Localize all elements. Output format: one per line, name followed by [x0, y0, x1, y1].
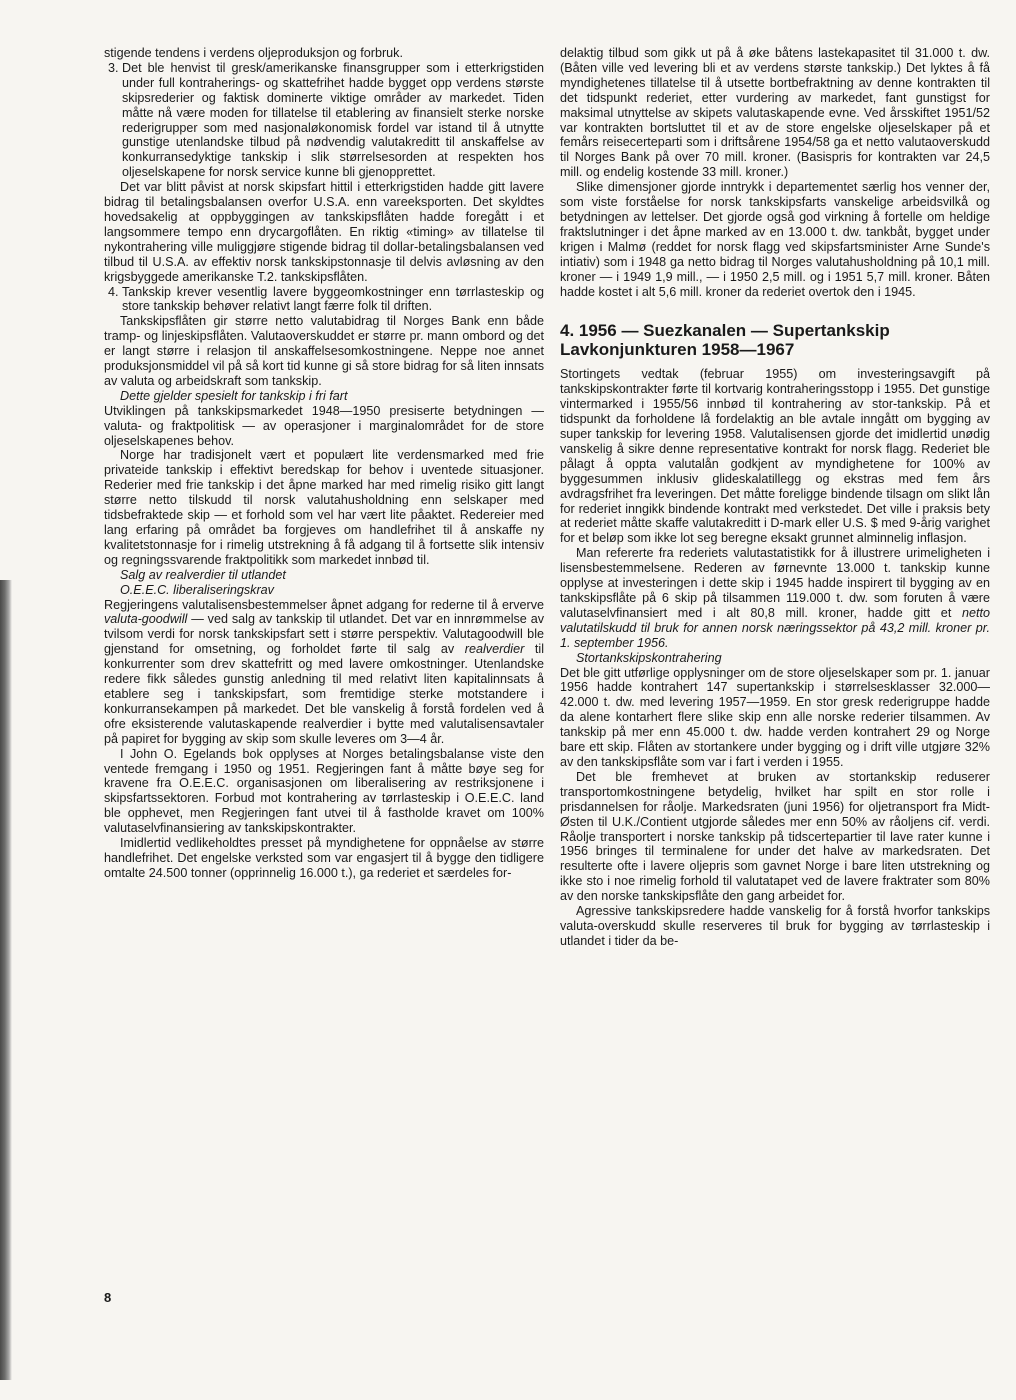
scan-binding-shadow	[0, 580, 12, 1380]
paragraph: Slike dimensjoner gjorde inntrykk i departementet særlig hos venner der, som viste forståelse for norsk tankskipsfarts vanskelige arbeidsvilkå og betydningen av lettelser. Det gjorde også god virkning å fortelle om heldige fraktslutninger i det åpne marked av en 13.000 t. dw. tankbåt, bygget under krigen i Malmø (reddet for norsk flagg ved skipsfartsminister Arne Sunde's intiativ) som i 1948 ga netto bidrag til Norges valutahusholdning på 10,1 mill. kroner — i 1949 1,9 mill., — i 1950 2,5 mill. og i 1951 5,7 mill. kroner. Båten hadde kostet i alt 5,6 mill. kroner da rederiet overtok den i 1945.	[560, 180, 990, 299]
page-number: 8	[104, 1290, 112, 1305]
paragraph: I John O. Egelands bok opplyses at Norges betalingsbalanse viste den ventede fremgang i 1950 og 1951. Regjeringen fant å måtte bøye seg for kravene fra O.E.E.C. organisasjonen om liberalisering av restriksjonene i skipsfartssektoren. Forbud mot kontrahering av tørrlasteskip i O.E.E.C. land ble opphevet, men Regjeringen fant utvei til å fastholde kravet om 100% valutaselvfinansiering av tankskipskontrakter.	[104, 746, 544, 836]
subheading: O.E.E.C. liberaliseringskrav	[120, 582, 274, 597]
text-run: til konkurrenter som drev skattefritt og med lavere omkostninger. Utenlandske redere fikk således gunstig anledning til med relativt liten kapitalinnsats å etablere seg i tankskipsfart, som fremtidige sterke motstandere i konkurransekampen på markedet. Det ble vanskelig å forstå fordelen ved å ofre eksisterende valutaskapende realverdier i bytte med valutalisensavtaler på papiret for bygging av skip som skulle leveres om 3—4 år.	[104, 642, 544, 746]
left-column	[104, 46, 544, 881]
section-heading: 4. 1956 — Suezkanalen — Supertankskip Lavkonjunkturen 1958—1967	[560, 321, 890, 360]
paragraph: Imidlertid vedlikeholdtes presset på myndighetene for oppnåelse av større handlefrihet. Det engelske verksted som var engasjert til å bygge den tidligere omtalte 24.500 tonner (opprinnelig 16.000 t.), ga rederiet et særdeles for-	[104, 836, 544, 880]
paragraph: Det var blitt påvist at norsk skipsfart hittil i etterkrigstiden hadde gitt lavere bidrag til betalingsbalansen overfor U.S.A. enn vareeksporten. Det skyldtes hovedsakelig at oppbyggingen av tankskipsflåten hadde foregått i et langsommere tempo enn drycargoflåten. En riktig «timing» av tillatelse til nykontrahering ville muliggjøre stigende bidrag til dollar-betalingsbalansen ved tilbud til U.S.A. av effektiv norsk tankskipstonnasje til delvis avløsning av den krigsbyggede amerikanske T.2. tankskipsflåten.	[104, 180, 544, 284]
list-item: 4. Tankskip krever vesentlig lavere byggeomkostninger enn tørrlasteskip og store tankskip behøver relativt langt færre folk til driften.	[122, 285, 544, 315]
right-column	[560, 46, 990, 949]
paragraph: Norge har tradisjonelt vært et populært lite verdensmarked med frie privateide tankskip i effektivt beredskap for behov i uventede situasjoner. Rederier med frie tankskip i det åpne marked har med rimelig risiko gitt langt større netto tilskudd til norsk valutahusholdning enn selskaper med tidsbefraktede skip — et forhold som vel har vært lite påaktet. Redereier med lang erfaring på området ba forgjeves om handlefrihet til å anskaffe ny kvalitetstonnasje for i rimelig utstrekning å få adgang til å fortsette slik intensiv og regningssvarende fraktpolitikk som markedet innbød til.	[104, 448, 544, 567]
paragraph: Stortingets vedtak (februar 1955) om investeringsavgift på tankskipskontrakter førte til kortvarig kontraheringsstopp i 1955. Det gunstige vintermarked i 1955/56 innbød til kontrahering av stor-tankskip. På et tidspunkt da forholdene lå fordelaktig an ble avtale inngått om bygging av super tankskip for levering 1958. Valutalisensen gjorde det imidlertid unødig vanskelig å sikre denne representative kontrakt for norsk flagg. Rederiet ble pålagt å oppta valutalån godkjent av myndighetene for 100% av byggesummen inklusiv glideskalatillegg og ekstras med fem års avdragsfrihet fra leveringen. Det måtte foreligge bindende tilsagn om slikt lån for rederiet inngikk bindende kontrakt med verkstedet. Det ville i praksis bety at rederiet måtte skaffe valutakreditt i D-mark eller U.S. $ med 9-årig varighet for et beløp som ikke lot seg beregne eksakt grunnet alminnelig inflasjon.	[560, 367, 990, 546]
subheading: Salg av realverdier til utlandet	[120, 567, 286, 582]
paragraph: Utviklingen på tankskipsmarkedet 1948—1950 presiserte betydningen — valuta- og fraktpolitisk — av operasjoner i marginalområdet for de store oljeselskapenes behov.	[104, 403, 544, 448]
paragraph: stigende tendens i verdens oljeproduksjon og forbruk.	[104, 46, 403, 60]
numbered-list	[104, 61, 544, 180]
paragraph	[104, 598, 544, 747]
emphasis: valuta-goodwill	[104, 612, 188, 627]
paragraph: Agressive tankskipsredere hadde vanskelig for å forstå hvorfor tankskips valuta-overskudd skulle reserveres til bruk for bygging av tørrlasteskip i utlandet i tider da be-	[560, 904, 990, 948]
emphasis: netto valutatilskudd til bruk for annen norsk næringssektor på 43,2 mill. kroner pr. 1. september 1956.	[560, 605, 990, 650]
list-item: 3. Det ble henvist til gresk/amerikanske finansgrupper som i etterkrigstiden under full kontraherings- og skattefrihet hadde bygget opp verdens største skipsrederier og faktisk dominerte viktige områder av markedet. Tiden måtte nå være moden for tillatelse til etablering av finansielt sterke norske rederigrupper som med nasjonaløkonomisk fordel var istand til å utnytte gunstige utenlandske tilbud på nødvendig valutakreditt til anskaffelse av konkurransedyktige tankskip i slik størrelsesorden at respekten hos oljeselskapene for norsk service kunne bli gjenopprettet.	[122, 61, 544, 180]
paragraph: Det ble fremhevet at bruken av stortankskip reduserer transportomkostningene betydelig, hvilket har spilt en stor rolle i prisdannelsen for råolje. Markedsraten (juni 1956) for oljetransport fra Midt-Østen til U.K./Contient utgjorde således mer enn 50% av råoljens cif. verdi. Råolje transportert i norske tankskip på tidscertepartier til lave rater kunne i 1956 bringes til terminalene for under det halve av markedsraten. Det resulterte ofte i lavere oljepris som gavnet Norge i bare liten utstrekning og ikke sto i noe rimelig forhold til valutatapet ved de lavere fraktrater som 80% av den norske tankskipsflåte den gang arbeidet for.	[560, 769, 990, 904]
numbered-list	[104, 285, 544, 315]
text-run: — ved salg av tankskip til utlandet. Det var en innrømmelse av tvilsom verdi for norsk tankskipsfart sett i større perspektiv. Valutagoodwill ble gjenstand for omsetning, og forholdet førte til salg av	[104, 612, 544, 657]
paragraph	[560, 546, 990, 650]
subheading: Dette gjelder spesielt for tankskip i fri fart	[120, 388, 348, 403]
paragraph: Det ble gitt utførlige opplysninger om de store oljeselskaper som pr. 1. januar 1956 hadde kontrahert 147 supertankskip i størrelsesklasser 32.000—42.000 t. dw. med levering 1957—1959. En stor gresk rederigruppe hadde da alene kontarhert flere slike skip enn alle norske rederier tilsammen. Av tankskip på mer enn 45.000 t. dw. hadde verden kontrahert 29 og Norge bare ett skip. Flåten av stortankere under bygging og i drift ville utgjøre 32% av den tankskipsflåte som var i fart i verden i 1955.	[560, 665, 990, 769]
emphasis: realverdier	[464, 642, 525, 657]
subheading: Stortankskipskontrahering	[576, 650, 722, 665]
paragraph: delaktig tilbud som gikk ut på å øke båtens lastekapasitet til 31.000 t. dw. (Båten ville ved levering bli et av verdens største tankskip.) Det lyktes å få myndighetenes tillatelse til å utsette bortbefraktning av denne kontrakten til det tidspunkt rederiet, etter vurdering av markedet, fant gunstigst for maksimal utnyttelse av skipets valutaskapende evne. Ved årsskiftet 1951/52 var kontrakten bortsluttet til et av de store engelske oljeselskaper på et femårs reisecerteparti som i driftsårene 1954/58 ga et netto valutaoverskudd til Norges Bank på over 70 mill. kroner. (Basispris for kontrakten var 24,5 mill. og endelig kostende 33 mill. kroner.)	[560, 46, 990, 180]
text-run: Regjeringens valutalisensbestemmelser åpnet adgang for rederne til å erverve	[104, 597, 544, 612]
text-run: Man refererte fra rederiets valutastatistikk for å illustrere urimeligheten i lisensbestemmelsene. Rederen av førnevnte 13.000 t. tankskip kunne opplyse at investeringen i dette skip i 1945 hadde inspirert til bygging av en tankskipsflåte på 6 skip på tilsammen 119.000 t. dw. som foruten å være valutaselvfinansiert med i alt 80,8 mill. kroner, hadde gitt et	[560, 546, 990, 620]
paragraph: Tankskipsflåten gir større netto valutabidrag til Norges Bank enn både tramp- og linjeskipsflåten. Valutaoverskuddet er større pr. mann ombord og det er langt større i relasjon til anskaffelsesomkostningene. Neppe noe annet produksjonsmiddel vil på så kort tid kunne gi så store bidrag for så liten innsats av valuta og arbeidskraft som tankskip.	[104, 314, 544, 388]
